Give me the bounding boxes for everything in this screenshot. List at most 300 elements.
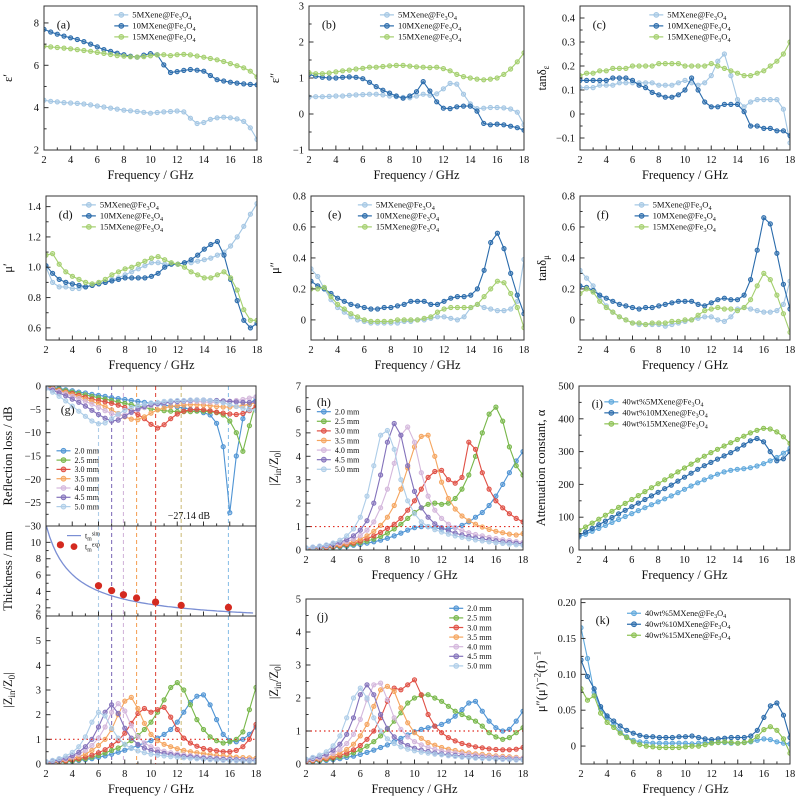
svg-text:ε′: ε′ [1, 74, 15, 82]
svg-text:16: 16 [758, 155, 769, 166]
svg-text:15MXene@Fe3O4: $15MXene@Fe_3O_4$ [652, 221, 716, 234]
svg-text:Frequency / GHz: Frequency / GHz [373, 168, 460, 182]
svg-text:6: 6 [94, 155, 100, 166]
svg-text:100: 100 [558, 512, 574, 524]
svg-text:6: 6 [357, 769, 363, 780]
panel-a [0, 0, 267, 195]
svg-text:2.0 mm: 2.0 mm [467, 604, 492, 614]
svg-text:2: 2 [306, 155, 312, 166]
plot-area [577, 426, 792, 539]
svg-text:μ′: μ′ [1, 263, 15, 273]
svg-text:(g): (g) [60, 402, 75, 417]
svg-text:10: 10 [409, 555, 420, 566]
svg-text:5MXene@Fe3O4: $5MXene@Fe_3O_4$ [397, 9, 457, 22]
svg-text:0.15: 0.15 [557, 633, 576, 645]
svg-text:0.1: 0.1 [561, 85, 575, 97]
svg-text:40wt%5MXene@Fe3O4: $40wt\%5MXene@Fe_3O_4$ [644, 609, 727, 621]
svg-text:7: 7 [295, 381, 301, 393]
svg-text:0: 0 [570, 741, 576, 753]
svg-text:4: 4 [35, 586, 41, 598]
svg-text:200: 200 [558, 479, 574, 491]
svg-text:18: 18 [784, 345, 796, 356]
svg-text:2: 2 [303, 555, 309, 566]
svg-text:5: 5 [295, 594, 301, 606]
svg-text:0.8: 0.8 [27, 293, 41, 305]
svg-text:−1: −1 [292, 145, 304, 157]
series-15MXene@Fe3O4 [309, 279, 526, 330]
svg-text:4.0 mm: 4.0 mm [334, 445, 360, 455]
plot-area [309, 231, 526, 330]
plot-area [46, 526, 253, 616]
svg-text:4.0 mm: 4.0 mm [467, 642, 492, 652]
svg-text:3.5 mm: 3.5 mm [467, 632, 492, 642]
svg-text:3: 3 [295, 660, 301, 672]
svg-text:15MXene@Fe3O4: $15MXene@Fe_3O_4$ [397, 31, 462, 44]
svg-text:5MXene@Fe3O4: $5MXene@Fe_3O_4$ [99, 199, 159, 212]
series-10MXene@Fe3O4 [44, 239, 259, 330]
panel-d [0, 190, 267, 385]
svg-text:2.5 mm: 2.5 mm [334, 417, 360, 427]
svg-text:2: 2 [33, 145, 39, 157]
svg-text:4: 4 [335, 345, 341, 356]
chart-(j) [266, 593, 533, 807]
svg-text:14: 14 [198, 155, 209, 166]
chart-(e) [267, 190, 534, 380]
svg-text:0: 0 [295, 759, 301, 771]
svg-text:Attenuation constant, α: Attenuation constant, α [534, 409, 548, 527]
svg-text:8: 8 [656, 155, 662, 166]
legend [604, 398, 707, 431]
svg-text:0: 0 [35, 759, 41, 771]
svg-text:10: 10 [145, 155, 156, 166]
svg-text:8: 8 [388, 345, 394, 356]
svg-text:6: 6 [295, 404, 301, 416]
svg-text:12: 12 [171, 155, 183, 166]
svg-text:1.4: 1.4 [27, 202, 41, 214]
svg-text:8: 8 [33, 18, 39, 30]
svg-text:2: 2 [576, 555, 582, 566]
svg-text:18: 18 [784, 155, 796, 166]
svg-text:12: 12 [172, 769, 183, 780]
svg-text:5MXene@Fe3O4: $5MXene@Fe_3O_4$ [667, 9, 727, 22]
svg-text:500: 500 [558, 381, 574, 393]
svg-text:10MXene@Fe3O4: $10MXene@Fe_3O_4$ [132, 20, 196, 33]
svg-text:16: 16 [490, 769, 502, 780]
svg-text:16: 16 [758, 555, 769, 566]
svg-text:300: 300 [558, 447, 574, 459]
svg-text:18: 18 [784, 769, 796, 780]
svg-text:12: 12 [438, 345, 450, 356]
svg-text:4.5 mm: 4.5 mm [467, 652, 492, 662]
svg-text:4: 4 [604, 769, 610, 780]
svg-text:18: 18 [251, 155, 263, 166]
chart-(d) [0, 190, 267, 380]
svg-text:4: 4 [68, 155, 74, 166]
svg-text:6: 6 [361, 345, 367, 356]
svg-text:8: 8 [35, 554, 41, 566]
svg-text:8: 8 [122, 769, 128, 780]
plot-area [307, 51, 526, 133]
svg-text:Frequency / GHz: Frequency / GHz [371, 568, 458, 582]
plot-area [304, 678, 525, 764]
series-5MXene@Fe3O4 [42, 98, 259, 141]
svg-text:4: 4 [69, 769, 75, 780]
chart-(h) [266, 380, 533, 593]
svg-text:6: 6 [95, 769, 102, 780]
svg-text:Frequency / GHz: Frequency / GHz [641, 168, 729, 182]
svg-text:5.0 mm: 5.0 mm [74, 502, 99, 512]
svg-text:μ″(μ′)−2(f)−1: $\mu''(\mu')^{-2}(f)^{-1}$ [533, 650, 548, 713]
svg-text:0.6: 0.6 [561, 222, 575, 234]
svg-text:10: 10 [411, 155, 422, 166]
svg-text:8: 8 [384, 769, 390, 780]
svg-text:4: 4 [330, 555, 336, 566]
svg-text:ε″: ε″ [268, 72, 282, 84]
legend [67, 531, 101, 553]
svg-text:14: 14 [465, 345, 476, 356]
svg-text:−0.1: −0.1 [555, 133, 575, 145]
svg-text:8: 8 [656, 769, 662, 780]
svg-text:tanδε: tanδ$_\varepsilon$ [535, 65, 552, 91]
chart-(f) [534, 190, 800, 380]
svg-text:0.20: 0.20 [557, 598, 576, 610]
svg-text:10: 10 [412, 345, 423, 356]
svg-text:8: 8 [122, 345, 128, 356]
svg-text:10: 10 [409, 769, 420, 780]
exp-thickness-dot [133, 594, 140, 601]
svg-text:2: 2 [43, 769, 49, 780]
svg-text:Thickness / mm: Thickness / mm [1, 531, 15, 611]
svg-text:14: 14 [732, 155, 743, 166]
svg-text:(k): (k) [595, 612, 610, 627]
svg-text:2: 2 [35, 603, 41, 615]
svg-text:10MXene@Fe3O4: $10MXene@Fe_3O_4$ [375, 210, 440, 223]
svg-text:16: 16 [225, 155, 236, 166]
svg-text:16: 16 [758, 769, 770, 780]
svg-text:tmexp: $t_m^{exp}$ [85, 542, 101, 554]
svg-text:8: 8 [121, 155, 127, 166]
svg-text:4: 4 [35, 660, 41, 672]
plot-area [579, 626, 792, 756]
svg-text:12: 12 [705, 555, 717, 566]
svg-text:18: 18 [518, 155, 530, 166]
svg-text:10: 10 [30, 537, 41, 549]
svg-text:8: 8 [384, 555, 390, 566]
svg-text:10: 10 [679, 155, 691, 166]
svg-text:4.5 mm: 4.5 mm [74, 493, 99, 503]
series-10MXene@Fe3O4 [309, 231, 526, 316]
svg-text:|Zin/Z0|: $|Z_{in}/Z_0|$ [267, 663, 284, 700]
svg-text:−25: −25 [24, 498, 41, 510]
svg-text:tmsim: $t_m^{sim}$ [85, 531, 101, 543]
svg-text:4: 4 [603, 155, 609, 166]
legend [380, 10, 461, 44]
svg-text:2: 2 [308, 345, 314, 356]
svg-text:−27.14 dB: −27.14 dB [167, 511, 211, 522]
series-5MXene@Fe3O4 [309, 257, 526, 325]
svg-text:1.2: 1.2 [27, 232, 41, 244]
svg-text:6: 6 [629, 555, 635, 566]
series-5MXene@Fe3O4 [307, 81, 526, 127]
svg-text:2: 2 [303, 769, 309, 780]
svg-text:0: 0 [569, 315, 575, 327]
svg-text:6: 6 [629, 345, 636, 356]
svg-text:14: 14 [463, 555, 474, 566]
svg-text:6: 6 [35, 570, 41, 582]
svg-text:−10: −10 [24, 428, 41, 440]
legend [358, 200, 439, 234]
svg-text:0.8: 0.8 [292, 191, 306, 203]
svg-text:8: 8 [655, 555, 661, 566]
svg-text:1.0: 1.0 [27, 262, 41, 274]
series-40wt%5MXene@Fe3O4 [579, 626, 792, 746]
svg-text:|Zin/Z0|: $|Z_{in}/Z_0|$ [267, 450, 284, 486]
svg-text:(f): (f) [596, 207, 609, 222]
svg-text:(b): (b) [321, 17, 336, 32]
svg-text:14: 14 [732, 345, 743, 356]
legend [635, 200, 716, 234]
chart-(a) [0, 0, 267, 190]
svg-text:0.2: 0.2 [561, 284, 575, 296]
exp-thickness-dot [108, 587, 115, 594]
svg-text:14: 14 [463, 769, 474, 780]
svg-text:4: 4 [602, 555, 608, 566]
svg-text:16: 16 [490, 555, 502, 566]
svg-text:μ″: μ″ [268, 262, 282, 274]
svg-text:18: 18 [517, 555, 529, 566]
svg-text:8: 8 [656, 345, 662, 356]
svg-text:0.4: 0.4 [561, 13, 575, 25]
svg-text:1: 1 [35, 734, 41, 746]
svg-text:6: 6 [35, 611, 41, 623]
legend [57, 447, 100, 512]
svg-text:16: 16 [225, 345, 236, 356]
svg-text:4: 4 [330, 769, 336, 780]
chart-(b) [267, 0, 534, 190]
panel-h [266, 380, 533, 598]
exp-thickness-dot [152, 598, 159, 605]
svg-text:4: 4 [295, 451, 301, 463]
svg-text:0.2: 0.2 [292, 284, 306, 296]
chart-(k) [533, 593, 800, 807]
svg-text:10MXene@Fe3O4: $10MXene@Fe_3O_4$ [667, 20, 731, 33]
svg-text:18: 18 [784, 555, 796, 566]
svg-text:10: 10 [680, 769, 691, 780]
svg-text:2.5 mm: 2.5 mm [467, 613, 492, 623]
svg-text:0.05: 0.05 [557, 705, 576, 717]
svg-text:12: 12 [438, 155, 449, 166]
svg-text:(c): (c) [592, 17, 606, 32]
svg-text:(i): (i) [591, 396, 603, 411]
svg-text:0.2: 0.2 [561, 61, 575, 73]
svg-text:6: 6 [357, 555, 363, 566]
svg-text:2: 2 [295, 693, 301, 705]
svg-text:1: 1 [295, 522, 301, 534]
exp-thickness-dot [178, 602, 185, 609]
svg-text:3.0 mm: 3.0 mm [334, 426, 360, 436]
svg-text:4: 4 [33, 103, 39, 115]
svg-text:|Zin/Z0|: $|Z_{in}/Z_0|$ [1, 672, 18, 708]
svg-text:5: 5 [35, 636, 41, 648]
svg-text:Frequency / GHz: Frequency / GHz [641, 568, 728, 582]
svg-text:2.0 mm: 2.0 mm [334, 407, 360, 417]
svg-text:14: 14 [198, 769, 209, 780]
svg-text:(e): (e) [328, 207, 342, 222]
svg-text:3: 3 [35, 685, 41, 697]
svg-text:0.10: 0.10 [557, 669, 576, 681]
svg-text:0: 0 [35, 381, 41, 393]
svg-text:0.8: 0.8 [561, 191, 575, 203]
exp-thickness-dot [120, 591, 127, 598]
svg-text:10: 10 [145, 769, 157, 780]
svg-text:2: 2 [298, 37, 304, 49]
series-40wt%5MXene@Fe3O4 [577, 446, 792, 539]
svg-text:14: 14 [199, 345, 210, 356]
svg-text:3: 3 [298, 1, 304, 13]
svg-text:Frequency / GHz: Frequency / GHz [374, 358, 461, 372]
panel-b [267, 0, 534, 195]
panel-g [0, 380, 266, 812]
svg-text:40wt%10MXene@Fe3O4: $40wt\%10MXene@Fe_3O_4$ [644, 620, 731, 632]
svg-text:8: 8 [387, 155, 393, 166]
plot-area [42, 27, 259, 141]
svg-text:5MXene@Fe3O4: $5MXene@Fe_3O_4$ [132, 9, 192, 22]
chart-(c) [534, 0, 800, 190]
svg-text:18: 18 [250, 769, 262, 780]
svg-text:4: 4 [69, 345, 75, 356]
panel-k [533, 593, 800, 812]
svg-text:2.0 mm: 2.0 mm [74, 446, 99, 456]
svg-text:18: 18 [518, 345, 530, 356]
svg-text:5.0 mm: 5.0 mm [334, 465, 360, 475]
legend [114, 10, 195, 44]
panel-i [533, 380, 800, 598]
legend [449, 604, 492, 671]
plot-area [578, 40, 792, 145]
svg-text:−30: −30 [24, 521, 41, 533]
svg-text:−15: −15 [24, 451, 41, 463]
svg-text:14: 14 [465, 155, 476, 166]
panel-j [266, 593, 533, 812]
svg-text:Frequency / GHz: Frequency / GHz [107, 782, 195, 796]
svg-text:1: 1 [298, 73, 304, 85]
svg-text:5.0 mm: 5.0 mm [467, 661, 492, 671]
svg-text:2: 2 [41, 155, 47, 166]
panel-c [534, 0, 800, 195]
exp-thickness-dot [225, 604, 232, 611]
svg-text:2.5 mm: 2.5 mm [74, 455, 99, 465]
svg-text:0: 0 [300, 315, 306, 327]
svg-text:16: 16 [224, 769, 235, 780]
plot-area [44, 616, 258, 765]
svg-text:10MXene@Fe3O4: $10MXene@Fe_3O_4$ [99, 210, 164, 223]
svg-text:15MXene@Fe3O4: $15MXene@Fe_3O_4$ [375, 221, 440, 234]
svg-text:tanδμ: tanδ$_\mu$ [535, 255, 552, 281]
svg-text:3.5 mm: 3.5 mm [74, 474, 99, 484]
svg-text:2: 2 [577, 155, 583, 166]
svg-text:6: 6 [33, 60, 39, 72]
svg-text:Frequency / GHz: Frequency / GHz [108, 358, 195, 372]
svg-text:3.0 mm: 3.0 mm [467, 623, 492, 633]
svg-text:15MXene@Fe3O4: $15MXene@Fe_3O_4$ [667, 31, 731, 44]
svg-text:0.6: 0.6 [27, 323, 41, 335]
svg-text:3.0 mm: 3.0 mm [74, 465, 99, 475]
legend [317, 407, 360, 474]
plot-area [578, 216, 792, 335]
series-40wt%10MXene@Fe3O4 [579, 658, 792, 742]
svg-text:Frequency / GHz: Frequency / GHz [107, 168, 194, 182]
sim-thickness-curve [46, 526, 253, 613]
svg-text:12: 12 [436, 769, 447, 780]
svg-text:14: 14 [732, 555, 743, 566]
svg-text:3.5 mm: 3.5 mm [334, 436, 360, 446]
exp-thickness-dot [57, 541, 64, 548]
svg-text:−20: −20 [24, 474, 41, 486]
svg-text:5: 5 [295, 428, 301, 440]
svg-text:400: 400 [558, 414, 574, 426]
svg-text:14: 14 [732, 769, 743, 780]
svg-text:2: 2 [35, 710, 41, 722]
svg-text:12: 12 [436, 555, 447, 566]
svg-text:Frequency / GHz: Frequency / GHz [371, 782, 458, 796]
svg-text:2: 2 [43, 345, 49, 356]
svg-text:6: 6 [629, 155, 636, 166]
svg-text:40wt%10MXene@Fe3O4: $40wt\%10MXene@Fe_3O_4$ [622, 408, 708, 420]
svg-text:10MXene@Fe3O4: $10MXene@Fe_3O_4$ [397, 20, 462, 33]
svg-text:−5: −5 [29, 404, 41, 416]
svg-text:6: 6 [360, 155, 366, 166]
svg-text:0: 0 [295, 545, 301, 557]
svg-text:0.6: 0.6 [292, 222, 306, 234]
chart-(g) [0, 380, 266, 807]
legend [649, 10, 730, 44]
svg-text:0: 0 [569, 109, 575, 121]
svg-text:4: 4 [295, 627, 301, 639]
svg-text:5MXene@Fe3O4: $5MXene@Fe_3O_4$ [652, 199, 712, 212]
svg-text:12: 12 [706, 769, 717, 780]
svg-text:12: 12 [172, 345, 184, 356]
svg-text:6: 6 [96, 345, 102, 356]
svg-text:(j): (j) [316, 609, 329, 624]
svg-text:Frequency / GHz: Frequency / GHz [641, 358, 729, 372]
svg-text:5MXene@Fe3O4: $5MXene@Fe_3O_4$ [375, 199, 435, 212]
svg-text:40wt%15MXene@Fe3O4: $40wt\%15MXene@Fe_3O_4$ [622, 419, 708, 431]
svg-text:10: 10 [679, 345, 691, 356]
svg-text:2: 2 [578, 769, 584, 780]
series-15MXene@Fe3O4 [42, 44, 259, 79]
svg-text:10: 10 [146, 345, 157, 356]
svg-text:4: 4 [333, 155, 339, 166]
svg-text:0: 0 [298, 109, 304, 121]
series-10MXene@Fe3O4 [307, 72, 526, 132]
chart-(i) [533, 380, 800, 593]
svg-text:16: 16 [491, 155, 503, 166]
svg-text:15MXene@Fe3O4: $15MXene@Fe_3O_4$ [132, 31, 196, 44]
panel-f [534, 190, 800, 385]
svg-text:4.0 mm: 4.0 mm [74, 483, 99, 493]
svg-text:12: 12 [706, 155, 717, 166]
svg-text:16: 16 [492, 345, 503, 356]
svg-text:4.5 mm: 4.5 mm [334, 455, 360, 465]
svg-text:2: 2 [577, 345, 583, 356]
svg-text:12: 12 [706, 345, 717, 356]
svg-text:6: 6 [630, 769, 636, 780]
svg-text:40wt%15MXene@Fe3O4: $40wt\%15MXene@Fe_3O_4$ [644, 631, 731, 643]
svg-text:10: 10 [679, 555, 690, 566]
svg-text:4: 4 [603, 345, 609, 356]
svg-text:(h): (h) [316, 394, 331, 409]
svg-text:10MXene@Fe3O4: $10MXene@Fe_3O_4$ [652, 210, 716, 223]
